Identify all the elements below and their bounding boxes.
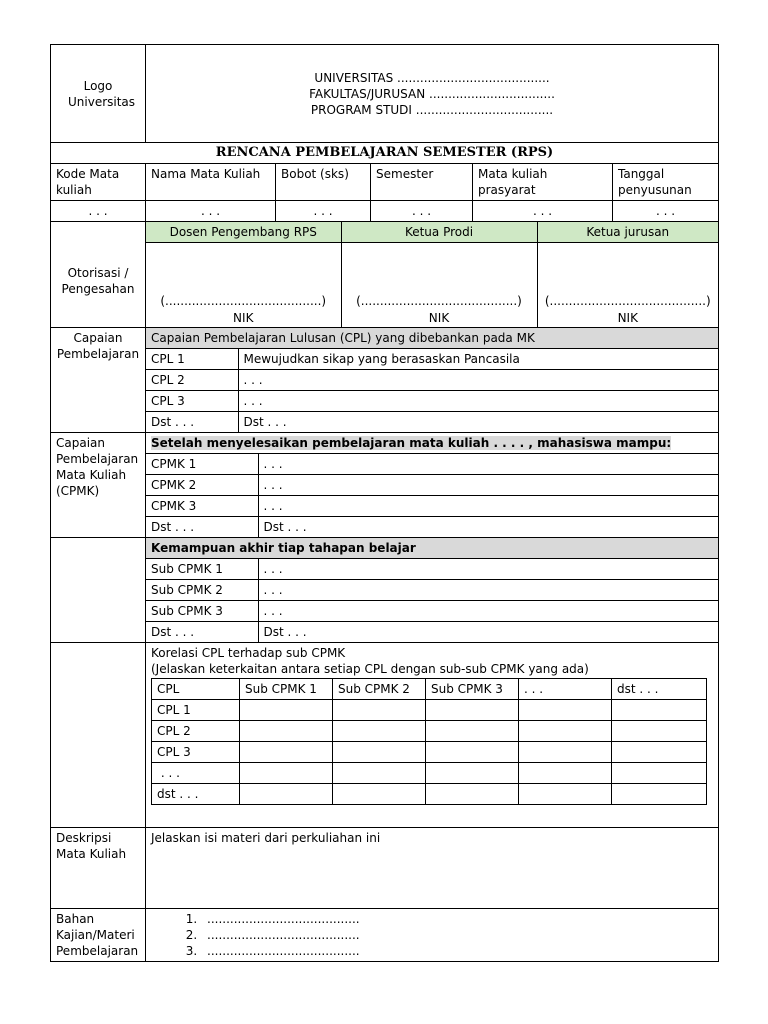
cpmk-desc: Dst . . . xyxy=(258,517,718,538)
matrix-col-dst: dst . . . xyxy=(612,679,707,700)
subcpmk-section xyxy=(51,538,719,643)
cpl-desc: Dst . . . xyxy=(238,412,718,433)
signature-ketua-jurusan: (.........................................) NIK xyxy=(537,243,718,328)
rps-form xyxy=(50,44,718,962)
matrix-row-label: . . . xyxy=(152,763,240,784)
list-item: 3. ........................................ xyxy=(201,943,713,959)
document-title: RENCANA PEMBELAJARAN SEMESTER (RPS) xyxy=(51,143,719,164)
title-row xyxy=(51,143,719,164)
subcpmk-code: Sub CPMK 3 xyxy=(146,601,258,622)
cpl-code: CPL 2 xyxy=(146,370,238,391)
cpl-code: CPL 3 xyxy=(146,391,238,412)
korelasi-title: Korelasi CPL terhadap sub CPMK xyxy=(151,646,346,660)
table-row xyxy=(152,763,707,784)
signature-table xyxy=(146,222,718,327)
table-row xyxy=(152,742,707,763)
value-prasyarat: . . . xyxy=(473,201,613,222)
deskripsi-text: Jelaskan isi materi dari perkuliahan ini xyxy=(146,828,719,909)
matrix-row-label: CPL 2 xyxy=(152,721,240,742)
logo-placeholder: Logo Universitas xyxy=(51,45,146,143)
subcpmk-desc: . . . xyxy=(258,580,718,601)
signature-dosen: (.........................................) NIK xyxy=(146,243,341,328)
value-kode: . . . xyxy=(51,201,146,222)
table-row xyxy=(146,622,718,643)
cpmk-code: CPMK 1 xyxy=(146,454,258,475)
matrix-col-cpl: CPL xyxy=(152,679,240,700)
matrix-row-label: CPL 3 xyxy=(152,742,240,763)
matrix-col-sub3: Sub CPMK 3 xyxy=(426,679,519,700)
header-row xyxy=(51,45,719,143)
cpmk-desc: . . . xyxy=(258,496,718,517)
signature-ketua-prodi: (.........................................) NIK xyxy=(341,243,537,328)
value-tanggal: . . . xyxy=(613,201,719,222)
table-row xyxy=(146,517,718,538)
role-ketua-prodi: Ketua Prodi xyxy=(341,222,537,243)
rps-table xyxy=(50,44,719,962)
subcpmk-header: Kemampuan akhir tiap tahapan belajar xyxy=(146,538,718,559)
value-nama: . . . xyxy=(146,201,276,222)
col-kode: Kode Mata kuliah xyxy=(51,164,146,201)
cpl-desc: . . . xyxy=(238,370,718,391)
cpl-label: Capaian Pembelajaran xyxy=(51,328,146,433)
cpmk-section xyxy=(51,433,719,538)
table-row xyxy=(146,601,718,622)
matrix-header xyxy=(152,679,707,700)
list-item: 1. ........................................ xyxy=(201,911,713,927)
matrix-col-sub1: Sub CPMK 1 xyxy=(240,679,333,700)
matrix-row-label: dst . . . xyxy=(152,784,240,805)
korelasi-matrix xyxy=(151,678,707,805)
table-row xyxy=(146,391,718,412)
cpl-header: Capaian Pembelajaran Lulusan (CPL) yang dibebankan pada MK xyxy=(146,328,718,349)
korelasi-label xyxy=(51,643,146,828)
table-row xyxy=(146,349,718,370)
subcpmk-block xyxy=(146,538,719,643)
table-row xyxy=(152,700,707,721)
cpl-table xyxy=(146,328,718,432)
cpl-desc: Mewujudkan sikap yang berasaskan Pancasila xyxy=(238,349,718,370)
table-row xyxy=(146,559,718,580)
cpmk-table xyxy=(146,433,718,537)
authorization-block xyxy=(146,222,719,328)
col-nama: Nama Mata Kuliah xyxy=(146,164,276,201)
matrix-col-sub2: Sub CPMK 2 xyxy=(333,679,426,700)
cpmk-header: Setelah menyelesaikan pembelajaran mata kuliah . . . . , mahasiswa mampu: xyxy=(146,433,718,454)
institution-header xyxy=(146,45,719,143)
value-bobot: . . . xyxy=(276,201,371,222)
table-row xyxy=(146,412,718,433)
matrix-col-etc: . . . xyxy=(519,679,612,700)
col-semester: Semester xyxy=(371,164,473,201)
cpl-code: Dst . . . xyxy=(146,412,238,433)
table-row xyxy=(146,370,718,391)
table-row xyxy=(146,475,718,496)
table-row xyxy=(146,496,718,517)
subcpmk-code: Sub CPMK 1 xyxy=(146,559,258,580)
bahan-list xyxy=(177,911,713,959)
university-line: UNIVERSITAS ........................................ xyxy=(314,70,550,85)
cpl-block xyxy=(146,328,719,433)
table-row xyxy=(146,580,718,601)
course-info-header xyxy=(51,164,719,201)
cpmk-code: CPMK 3 xyxy=(146,496,258,517)
cpl-section xyxy=(51,328,719,433)
value-semester: . . . xyxy=(371,201,473,222)
table-row xyxy=(152,721,707,742)
cpl-desc: . . . xyxy=(238,391,718,412)
bahan-section xyxy=(51,909,719,962)
cpmk-block xyxy=(146,433,719,538)
authorization-label: Otorisasi / Pengesahan xyxy=(51,222,146,328)
cpmk-code: Dst . . . xyxy=(146,517,258,538)
subcpmk-code: Sub CPMK 2 xyxy=(146,580,258,601)
korelasi-block xyxy=(146,643,719,828)
subcpmk-code: Dst . . . xyxy=(146,622,258,643)
col-prasyarat: Mata kuliah prasyarat xyxy=(473,164,613,201)
col-tanggal: Tanggal penyusunan xyxy=(613,164,719,201)
deskripsi-label: Deskripsi Mata Kuliah xyxy=(51,828,146,909)
korelasi-section xyxy=(51,643,719,828)
subcpmk-label xyxy=(51,538,146,643)
role-ketua-jurusan: Ketua jurusan xyxy=(537,222,718,243)
subcpmk-desc: Dst . . . xyxy=(258,622,718,643)
table-row xyxy=(152,784,707,805)
faculty-line: FAKULTAS/JURUSAN ................................. xyxy=(309,86,555,101)
subcpmk-desc: . . . xyxy=(258,559,718,580)
list-item: 2. ........................................ xyxy=(201,927,713,943)
table-row xyxy=(146,454,718,475)
cpl-code: CPL 1 xyxy=(146,349,238,370)
cpmk-label: Capaian Pembelajaran Mata Kuliah (CPMK) xyxy=(51,433,146,538)
subcpmk-desc: . . . xyxy=(258,601,718,622)
deskripsi-section xyxy=(51,828,719,909)
course-info-values xyxy=(51,201,719,222)
cpmk-code: CPMK 2 xyxy=(146,475,258,496)
bahan-label: Bahan Kajian/Materi Pembelajaran xyxy=(51,909,146,962)
role-dosen: Dosen Pengembang RPS xyxy=(146,222,341,243)
program-line: PROGRAM STUDI .................................... xyxy=(310,102,554,117)
col-bobot: Bobot (sks) xyxy=(276,164,371,201)
korelasi-instruction: (Jelaskan keterkaitan antara setiap CPL dengan sub-sub CPMK yang ada) xyxy=(151,662,589,676)
authorization-row xyxy=(51,222,719,328)
cpmk-desc: . . . xyxy=(258,454,718,475)
matrix-row-label: CPL 1 xyxy=(152,700,240,721)
bahan-list-cell xyxy=(146,909,719,962)
cpmk-desc: . . . xyxy=(258,475,718,496)
subcpmk-table xyxy=(146,538,718,642)
